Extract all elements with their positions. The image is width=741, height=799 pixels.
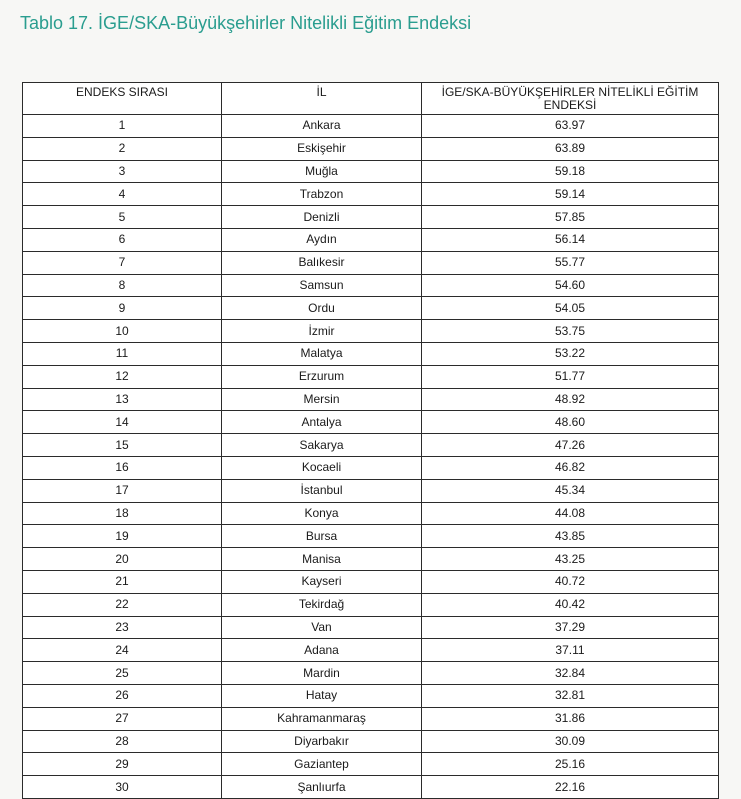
index-value-cell: 32.84 bbox=[422, 662, 719, 685]
rank-cell: 9 bbox=[23, 297, 222, 320]
table-row bbox=[23, 730, 719, 753]
index-value-cell: 40.72 bbox=[422, 570, 719, 593]
table-row bbox=[23, 479, 719, 502]
rank-cell: 16 bbox=[23, 456, 222, 479]
rank-cell: 11 bbox=[23, 342, 222, 365]
index-value-cell: 44.08 bbox=[422, 502, 719, 525]
province-cell: Muğla bbox=[222, 160, 422, 183]
rank-cell: 8 bbox=[23, 274, 222, 297]
province-cell: Gaziantep bbox=[222, 753, 422, 776]
province-cell: Diyarbakır bbox=[222, 730, 422, 753]
index-value-cell: 31.86 bbox=[422, 707, 719, 730]
table-row bbox=[23, 662, 719, 685]
index-value-cell: 48.92 bbox=[422, 388, 719, 411]
index-value-cell: 57.85 bbox=[422, 206, 719, 229]
rank-cell: 20 bbox=[23, 548, 222, 571]
table-row bbox=[23, 753, 719, 776]
index-value-cell: 59.14 bbox=[422, 183, 719, 206]
rank-cell: 27 bbox=[23, 707, 222, 730]
rank-cell: 14 bbox=[23, 411, 222, 434]
province-cell: Adana bbox=[222, 639, 422, 662]
province-cell: İstanbul bbox=[222, 479, 422, 502]
table-row bbox=[23, 251, 719, 274]
rank-cell: 28 bbox=[23, 730, 222, 753]
table-row bbox=[23, 206, 719, 229]
table-row bbox=[23, 548, 719, 571]
province-cell: Antalya bbox=[222, 411, 422, 434]
index-value-cell: 51.77 bbox=[422, 365, 719, 388]
province-cell: Bursa bbox=[222, 525, 422, 548]
rank-cell: 25 bbox=[23, 662, 222, 685]
rank-cell: 5 bbox=[23, 206, 222, 229]
index-value-cell: 56.14 bbox=[422, 228, 719, 251]
table-row bbox=[23, 297, 719, 320]
table-row bbox=[23, 639, 719, 662]
index-value-cell: 54.60 bbox=[422, 274, 719, 297]
header-province: İL bbox=[222, 83, 422, 115]
table-row bbox=[23, 502, 719, 525]
index-value-cell: 43.25 bbox=[422, 548, 719, 571]
table-row bbox=[23, 593, 719, 616]
table-row bbox=[23, 115, 719, 138]
rank-cell: 7 bbox=[23, 251, 222, 274]
table-row bbox=[23, 365, 719, 388]
province-cell: Kayseri bbox=[222, 570, 422, 593]
header-rank: ENDEKS SIRASI bbox=[23, 83, 222, 115]
rank-cell: 26 bbox=[23, 684, 222, 707]
index-value-cell: 55.77 bbox=[422, 251, 719, 274]
table-row bbox=[23, 570, 719, 593]
index-value-cell: 63.97 bbox=[422, 115, 719, 138]
rank-cell: 2 bbox=[23, 137, 222, 160]
index-value-cell: 48.60 bbox=[422, 411, 719, 434]
province-cell: İzmir bbox=[222, 320, 422, 343]
index-value-cell: 43.85 bbox=[422, 525, 719, 548]
province-cell: Mersin bbox=[222, 388, 422, 411]
header-index: İGE/SKA-BÜYÜKŞEHİRLER NİTELİKLİ EĞİTİM ENDEKSİ bbox=[422, 83, 719, 115]
province-cell: Konya bbox=[222, 502, 422, 525]
province-cell: Erzurum bbox=[222, 365, 422, 388]
table-row bbox=[23, 776, 719, 799]
table-row bbox=[23, 342, 719, 365]
rank-cell: 19 bbox=[23, 525, 222, 548]
rank-cell: 22 bbox=[23, 593, 222, 616]
table-row bbox=[23, 684, 719, 707]
rank-cell: 4 bbox=[23, 183, 222, 206]
rank-cell: 23 bbox=[23, 616, 222, 639]
table-row bbox=[23, 411, 719, 434]
rank-cell: 24 bbox=[23, 639, 222, 662]
index-table bbox=[22, 82, 719, 799]
province-cell: Malatya bbox=[222, 342, 422, 365]
table-row bbox=[23, 183, 719, 206]
index-value-cell: 37.29 bbox=[422, 616, 719, 639]
index-value-cell: 45.34 bbox=[422, 479, 719, 502]
province-cell: Şanlıurfa bbox=[222, 776, 422, 799]
index-value-cell: 53.22 bbox=[422, 342, 719, 365]
rank-cell: 6 bbox=[23, 228, 222, 251]
rank-cell: 3 bbox=[23, 160, 222, 183]
province-cell: Manisa bbox=[222, 548, 422, 571]
province-cell: Trabzon bbox=[222, 183, 422, 206]
province-cell: Samsun bbox=[222, 274, 422, 297]
index-value-cell: 32.81 bbox=[422, 684, 719, 707]
index-value-cell: 47.26 bbox=[422, 434, 719, 457]
table-row bbox=[23, 320, 719, 343]
province-cell: Kocaeli bbox=[222, 456, 422, 479]
index-value-cell: 40.42 bbox=[422, 593, 719, 616]
table-row bbox=[23, 274, 719, 297]
table-caption: Tablo 17. İGE/SKA-Büyükşehirler Nitelikli Eğitim Endeksi bbox=[20, 13, 472, 33]
rank-cell: 1 bbox=[23, 115, 222, 138]
index-value-cell: 53.75 bbox=[422, 320, 719, 343]
province-cell: Van bbox=[222, 616, 422, 639]
index-value-cell: 30.09 bbox=[422, 730, 719, 753]
table-row bbox=[23, 137, 719, 160]
province-cell: Mardin bbox=[222, 662, 422, 685]
rank-cell: 12 bbox=[23, 365, 222, 388]
rank-cell: 18 bbox=[23, 502, 222, 525]
table-row bbox=[23, 434, 719, 457]
rank-cell: 13 bbox=[23, 388, 222, 411]
rank-cell: 29 bbox=[23, 753, 222, 776]
index-value-cell: 25.16 bbox=[422, 753, 719, 776]
table-row bbox=[23, 525, 719, 548]
rank-cell: 21 bbox=[23, 570, 222, 593]
index-value-cell: 63.89 bbox=[422, 137, 719, 160]
rank-cell: 10 bbox=[23, 320, 222, 343]
rank-cell: 15 bbox=[23, 434, 222, 457]
table-row bbox=[23, 707, 719, 730]
index-value-cell: 37.11 bbox=[422, 639, 719, 662]
province-cell: Denizli bbox=[222, 206, 422, 229]
province-cell: Sakarya bbox=[222, 434, 422, 457]
province-cell: Eskişehir bbox=[222, 137, 422, 160]
index-value-cell: 46.82 bbox=[422, 456, 719, 479]
province-cell: Hatay bbox=[222, 684, 422, 707]
table-row bbox=[23, 616, 719, 639]
table-row bbox=[23, 228, 719, 251]
province-cell: Ankara bbox=[222, 115, 422, 138]
province-cell: Ordu bbox=[222, 297, 422, 320]
table-body bbox=[23, 115, 719, 799]
table-row bbox=[23, 388, 719, 411]
province-cell: Aydın bbox=[222, 228, 422, 251]
province-cell: Balıkesir bbox=[222, 251, 422, 274]
province-cell: Kahramanmaraş bbox=[222, 707, 422, 730]
index-value-cell: 54.05 bbox=[422, 297, 719, 320]
rank-cell: 17 bbox=[23, 479, 222, 502]
index-value-cell: 59.18 bbox=[422, 160, 719, 183]
table-row bbox=[23, 160, 719, 183]
index-value-cell: 22.16 bbox=[422, 776, 719, 799]
table-row bbox=[23, 456, 719, 479]
rank-cell: 30 bbox=[23, 776, 222, 799]
table-header-row bbox=[23, 83, 719, 115]
province-cell: Tekirdağ bbox=[222, 593, 422, 616]
